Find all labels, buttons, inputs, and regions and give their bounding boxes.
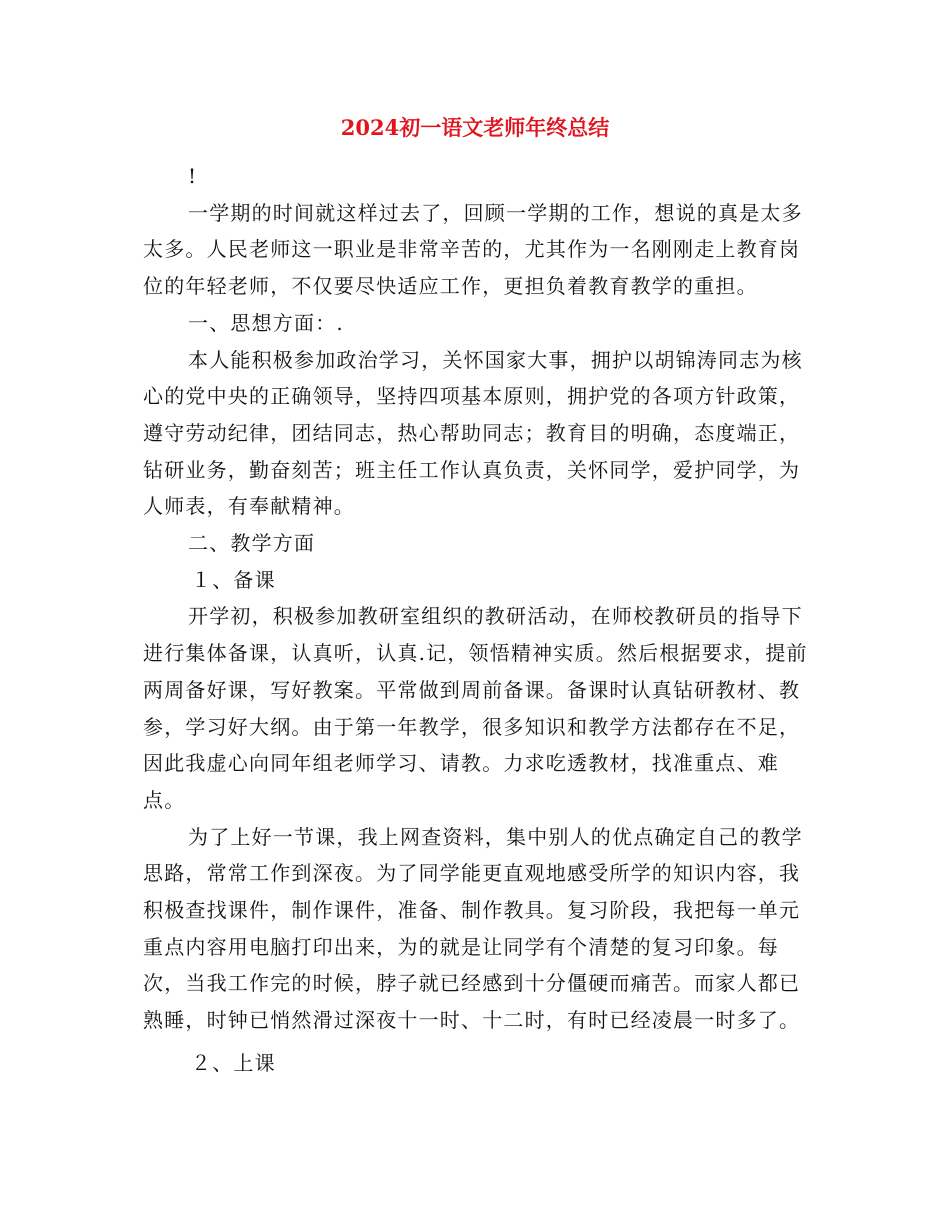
paragraph-ideology: 本人能积极参加政治学习，关怀国家大事，拥护以胡锦涛同志为核心的党中央的正确领导，坚持四项基本原则，拥护党的各项方针政策，遵守劳动纪律，团结同志，热心帮助同志；教育目的明确，态度端正，钻研业务，勤奋刻苦；班主任工作认真负责，关怀同学，爱护同学，为人师表，有奉献精神。 (143, 347, 803, 519)
paragraph-exclamation: ! (188, 164, 198, 188)
paragraph-lesson-prep: 开学初，积极参加教研室组织的教研活动，在师校教研员的指导下进行集体备课，认真听，认真.记，领悟精神实质。然后根据要求，提前两周备好课，写好教案。平常做到周前备课。备课时认真钻研教材、教参，学习好大纲。由于第一年教学，很多知识和教学方法都存在不足，因此我虚心向同年组老师学习、请教。力求吃透教材，找准重点、难点。 (143, 604, 808, 812)
heading-lesson-prep: １、备课 (191, 567, 276, 592)
paragraph-preparation-effort: 为了上好一节课，我上网查资料，集中别人的优点确定自己的教学思路，常常工作到深夜。为了同学能更直观地感受所学的知识内容，我积极查找课件，制作课件，准备、制作教具。复习阶段，我把每一单元重点内容用电脑打印出来，为的就是让同学有个清楚的复习印象。每次，当我工作完的时候，脖子就已经感到十分僵硬而痛苦。而家人都已熟睡，时钟已悄然滑过深夜十一时、十二时，有时已经凌晨一时多了。 (143, 824, 803, 1033)
heading-class: ２、上课 (191, 1050, 276, 1075)
document-body (143, 158, 811, 1082)
heading-teaching: 二、教学方面 (188, 531, 316, 556)
paragraph-intro: 一学期的时间就这样过去了，回顾一学期的工作，想说的真是太多太多。人民老师这一职业是非常辛苦的，尤其作为一名刚刚走上教育岗位的年轻老师，不仅要尽快适应工作，更担负着教育教学的重担。 (143, 200, 803, 299)
document-title: 2024初一语文老师年终总结 (340, 115, 610, 140)
heading-ideology: 一、思想方面：. (188, 310, 344, 335)
